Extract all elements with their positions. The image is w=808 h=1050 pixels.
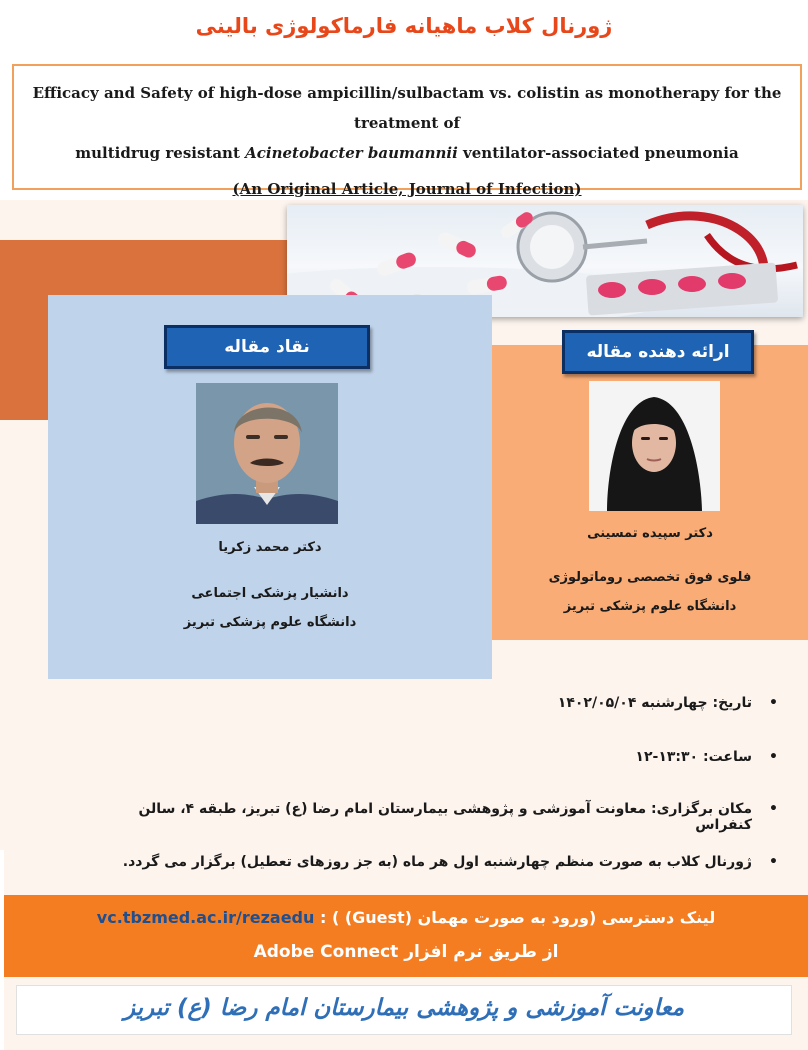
bullet-icon: • xyxy=(769,801,778,817)
critic-name: دکتر محمد زکریا xyxy=(218,540,322,555)
article-title-suffix: ventilator-associated pneumonia xyxy=(457,144,739,162)
bullet-icon: • xyxy=(769,854,778,870)
journal-title: ژورنال کلاب ماهیانه فارماکولوژی بالینی xyxy=(195,14,613,38)
presenter-name: دکتر سپیده تمسینی xyxy=(587,526,713,541)
list-item xyxy=(120,801,780,833)
presenter-position: فلوی فوق تخصصی روماتولوژی xyxy=(548,570,752,585)
article-title-line1: Efficacy and Safety of high-dose ampicillin/sulbactam vs. colistin as monotherapy for the treatment of xyxy=(32,84,782,132)
list-item xyxy=(120,695,780,711)
critic-role-label: نقاد مقاله xyxy=(164,325,370,369)
presenter-university: دانشگاه علوم پزشکی تبریز xyxy=(563,599,737,614)
event-date: تاریخ: چهارشنبه ۱۴۰۲/۰۵/۰۴ xyxy=(557,695,752,711)
decor-band-left xyxy=(0,240,48,420)
critic-university: دانشگاه علوم پزشکی تبریز xyxy=(183,615,357,630)
footer-text: معاونت آموزشی و پژوهشی بیمارستان امام رضا (ع) تبریز xyxy=(123,995,685,1021)
decor-band-mid xyxy=(48,240,288,295)
presenter-role-label: ارائه دهنده مقاله xyxy=(562,330,754,374)
access-line xyxy=(4,908,808,927)
article-box xyxy=(12,64,802,198)
article-source: (An Original Article, Journal of Infection) xyxy=(232,180,582,198)
critic-position: دانشیار پزشکی اجتماعی xyxy=(191,586,349,601)
event-venue: مکان برگزاری: معاونت آموزشی و پژوهشی بیمارستان امام رضا (ع) تبریز، طبقه ۴، سالن کنفراس xyxy=(138,801,752,833)
access-label: لینک دسترسی (ورود به صورت مهمان (Guest) ) : xyxy=(319,908,716,927)
presenter-photo xyxy=(589,381,720,511)
article-title-organism: Acinetobacter baumannii xyxy=(245,144,458,162)
event-schedule: ژورنال کلاب به صورت منظم چهارشنبه اول هر ماه (به جز روزهای تعطیل) برگزار می گردد. xyxy=(122,854,752,870)
bullet-icon: • xyxy=(769,695,778,711)
bullet-icon: • xyxy=(769,749,778,765)
presenter-portrait-illustration xyxy=(589,381,720,511)
event-time: ساعت: ۱۳:۳۰-۱۲ xyxy=(635,749,752,765)
critic-photo xyxy=(196,383,338,524)
critic-portrait-illustration xyxy=(196,383,338,524)
access-software: از طریق نرم افزار Adobe Connect xyxy=(253,942,559,962)
access-url-link[interactable]: vc.tbzmed.ac.ir/rezaedu xyxy=(96,908,315,927)
article-title-prefix: multidrug resistant xyxy=(75,144,246,162)
list-item xyxy=(120,854,780,870)
article-title-line2 xyxy=(14,138,800,168)
list-item xyxy=(120,749,780,765)
